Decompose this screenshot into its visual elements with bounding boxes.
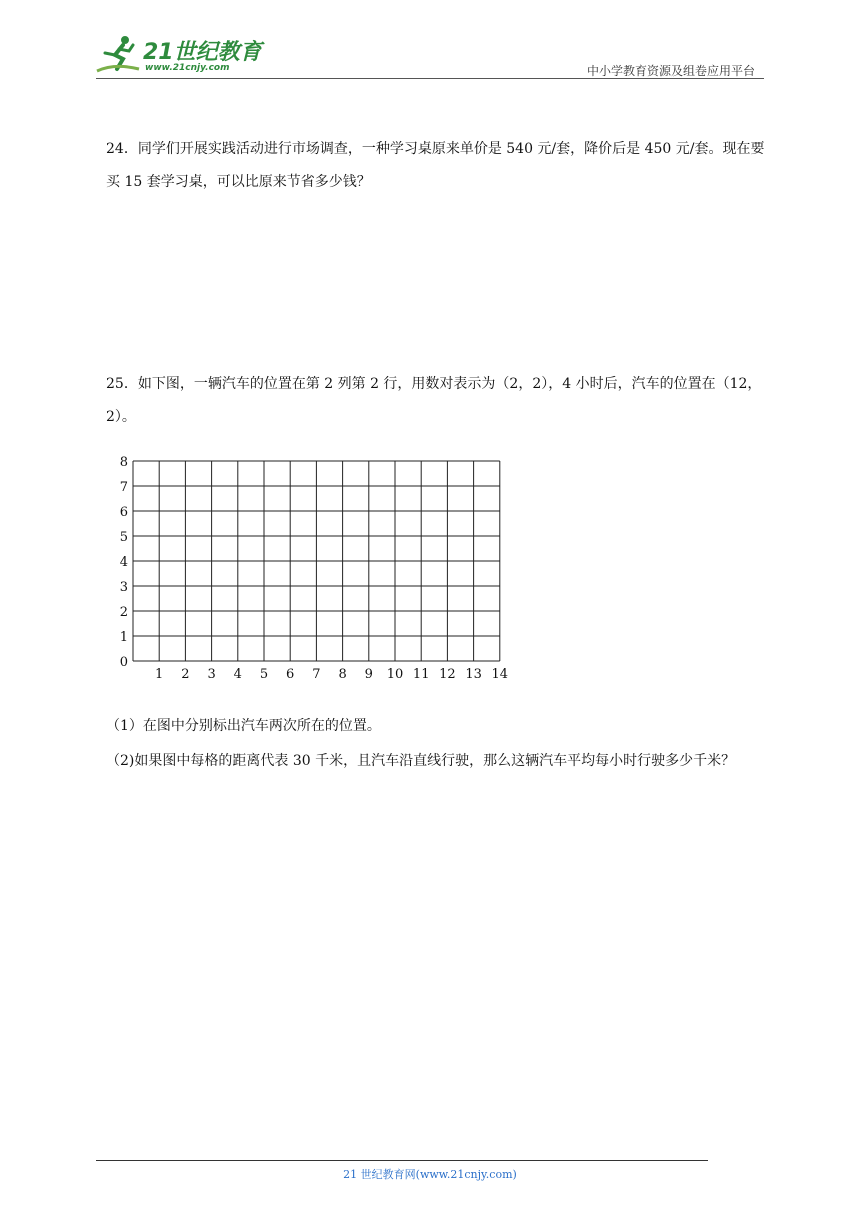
- question-24: 24．同学们开展实践活动进行市场调查，一种学习桌原来单价是 540 元/套，降价后是 450 元/套。现在要买 15 套学习桌，可以比原来节省多少钱？: [106, 141, 765, 190]
- y-tick-label: 1: [119, 630, 128, 645]
- logo-text: 21世纪教育: [143, 40, 262, 65]
- x-tick-label: 6: [286, 667, 295, 682]
- question-25: 25．如下图，一辆汽车的位置在第 2 列第 2 行，用数对表示为（2，2），4 小时后，汽车的位置在（12，2）。: [106, 376, 762, 425]
- y-tick-label: 0: [119, 655, 128, 670]
- site-name: 中小学教育资源及组卷应用平台: [586, 64, 755, 78]
- runner-logo-icon: [95, 33, 143, 77]
- question-25-part-2: （2)如果图中每格的距离代表 30 千米，且汽车沿直线行驶，那么这辆汽车平均每小时行驶多少千米？: [106, 753, 736, 769]
- x-tick-label: 1: [155, 667, 164, 682]
- x-tick-label: 14: [491, 667, 509, 682]
- x-tick-label: 5: [259, 667, 269, 682]
- x-tick-label: 3: [207, 667, 216, 682]
- x-tick-label: 7: [312, 667, 321, 682]
- y-tick-label: 2: [119, 605, 128, 620]
- y-tick-label: 5: [119, 530, 128, 545]
- question-25-part-1: （1）在图中分别标出汽车两次所在的位置。: [106, 718, 381, 734]
- y-tick-label: 6: [119, 505, 128, 520]
- x-tick-label: 4: [233, 667, 242, 682]
- coordinate-grid: [110, 450, 530, 690]
- x-tick-label: 12: [439, 667, 456, 682]
- x-tick-label: 8: [338, 667, 347, 682]
- x-tick-label: 13: [465, 667, 482, 682]
- x-tick-label: 11: [412, 667, 430, 682]
- footer-link[interactable]: 21 世纪教育网(www.21cnjy.com): [343, 1168, 517, 1181]
- logo-url: www.21cnjy.com: [145, 63, 230, 73]
- y-tick-label: 8: [119, 455, 128, 470]
- header-divider: [96, 78, 764, 79]
- page-header: [0, 0, 860, 90]
- x-tick-label: 10: [386, 667, 404, 682]
- y-tick-label: 7: [119, 480, 128, 495]
- footer-divider: [96, 1160, 708, 1161]
- x-tick-label: 9: [364, 667, 373, 682]
- y-tick-label: 3: [119, 580, 128, 595]
- x-tick-label: 2: [181, 667, 190, 682]
- site-logo[interactable]: [95, 33, 265, 77]
- y-tick-label: 4: [119, 555, 128, 570]
- grid-svg: [110, 450, 530, 690]
